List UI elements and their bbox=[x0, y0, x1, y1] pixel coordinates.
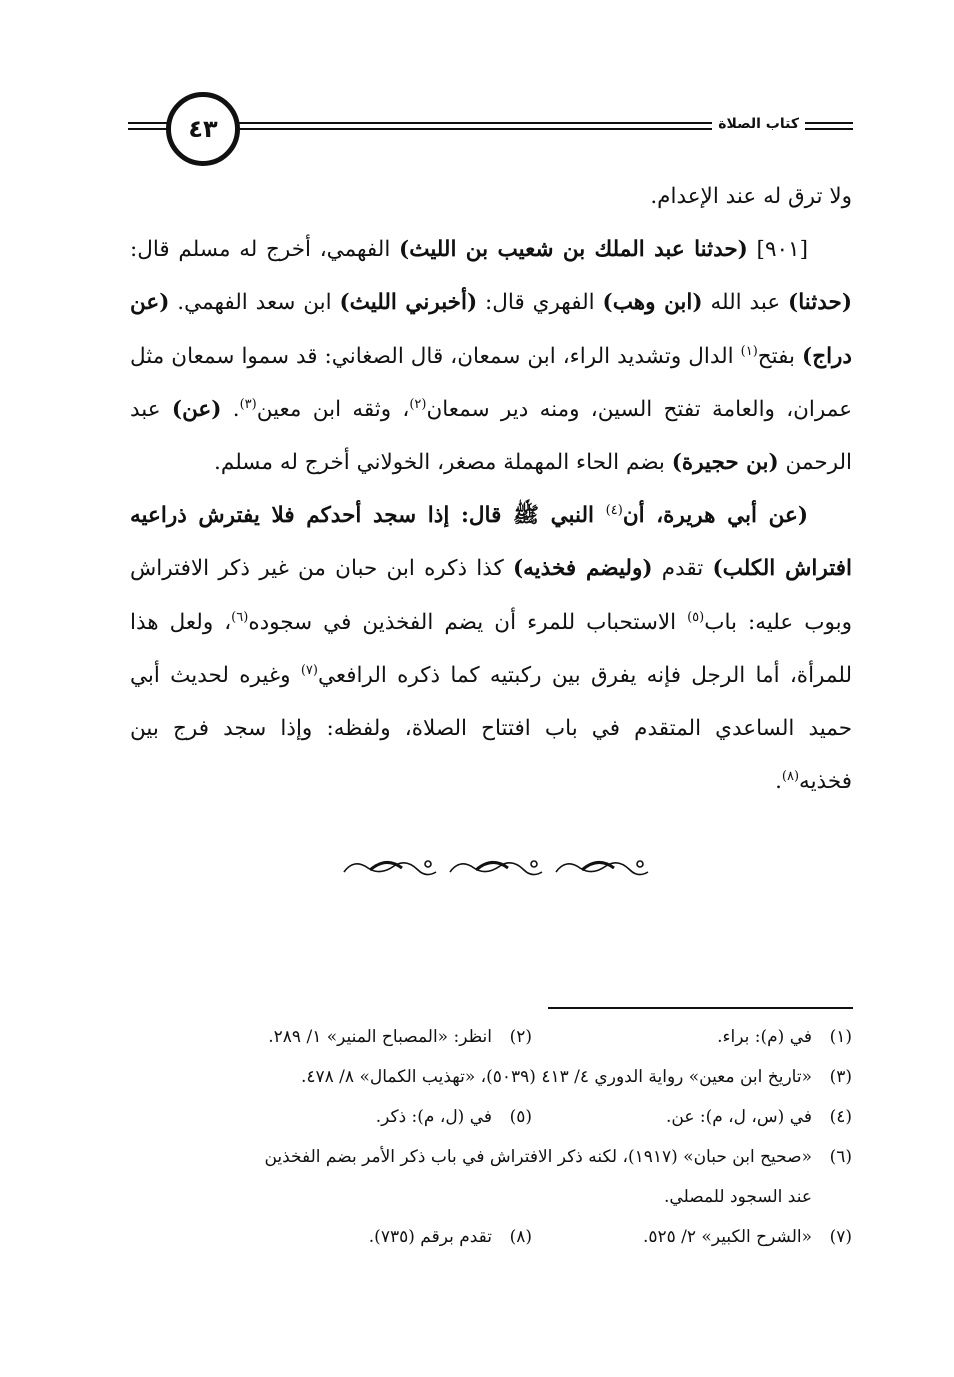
footnote-ref-3[interactable]: (٣) bbox=[239, 396, 257, 412]
commentary-text: الفهري قال: bbox=[477, 290, 603, 316]
commentary-text: ، ولعل هذا للمرأة، أما الرجل فإنه يفرق بين ركبتيه كما ذكره الرافعي bbox=[130, 609, 852, 688]
footnote-text: في (س، ل، م): عن. bbox=[666, 1107, 812, 1127]
header-rule-left bbox=[128, 122, 168, 124]
footnote-number: (٢) bbox=[509, 1027, 532, 1047]
commentary-text: بفتح bbox=[757, 343, 803, 369]
footnote-row bbox=[130, 1217, 852, 1257]
footnote-text: «الشرح الكبير» ٢/ ٥٢٥. bbox=[642, 1227, 812, 1247]
footnote-ref-5[interactable]: (٥) bbox=[687, 609, 705, 625]
footnote-number: (٣) bbox=[829, 1067, 852, 1087]
commentary-text: بضم الحاء المهملة مصغر، الخولاني أخرج له مسلم. bbox=[214, 450, 672, 476]
footnote-text: «تاريخ ابن معين» رواية الدوري ٤/ ٤١٣ (٥٠٣٩)، «تهذيب الكمال» ٨/ ٤٧٨. bbox=[300, 1067, 812, 1087]
footnote-row bbox=[130, 1057, 852, 1097]
page-number: ٤٣ bbox=[166, 92, 240, 166]
ornament-motif-left bbox=[344, 861, 436, 875]
quoted-text: (أخبرني الليث) bbox=[339, 290, 478, 316]
paragraph-abu-hurayra bbox=[130, 489, 852, 808]
footnote-number: (٤) bbox=[829, 1107, 852, 1127]
commentary-text: عبد الرحمن bbox=[130, 396, 852, 476]
footnotes bbox=[130, 1017, 852, 1257]
footnote-text: تقدم برقم (٧٣٥). bbox=[368, 1227, 492, 1247]
footnote-number: (٥) bbox=[509, 1107, 532, 1127]
page-header bbox=[128, 92, 853, 182]
quoted-text: (حدثنا عبد الملك بن شعيب بن الليث) bbox=[399, 237, 748, 263]
footnote-3 bbox=[301, 1057, 852, 1097]
commentary-text: . bbox=[775, 769, 782, 795]
quoted-text: (عن دراج) bbox=[130, 290, 852, 369]
paragraph-hadith-901 bbox=[130, 223, 852, 489]
quoted-text: (حدثنا) bbox=[788, 290, 852, 316]
footnote-separator bbox=[548, 1007, 853, 1009]
footnote-row bbox=[130, 1137, 852, 1177]
footnote-text: في (ل، م): ذكر. bbox=[375, 1107, 492, 1127]
footnote-row bbox=[130, 1017, 852, 1057]
commentary-text: وغيره لحديث أبي حميد الساعدي المتقدم في باب افتتاح الصلاة، ولفظه: وإذا سجد فرج بين فخذيه bbox=[130, 662, 852, 795]
quoted-text: (وليضم فخذيه) bbox=[512, 556, 653, 582]
footnote-continuation bbox=[130, 1177, 852, 1217]
footnote-8 bbox=[369, 1217, 532, 1257]
commentary-text: الاستحباب للمرء أن يضم الفخذين في سجوده bbox=[248, 609, 688, 635]
footnote-2 bbox=[268, 1017, 532, 1057]
footnote-text: «صحيح ابن حبان» (١٩١٧)، لكنه ذكر الافتراش في باب ذكر الأمر بضم الفخذين bbox=[264, 1147, 812, 1167]
quoted-text: (ابن وهب) bbox=[602, 290, 703, 316]
ornament-motif-right bbox=[556, 861, 648, 875]
footnote-number: (٧) bbox=[829, 1227, 852, 1247]
quoted-text: (بن حجيرة) bbox=[671, 450, 779, 476]
footnote-ref-2[interactable]: (٢) bbox=[409, 396, 427, 412]
quoted-text: النبي ﷺ قال: إذا سجد أحدكم فلا يفترش ذراعيه افتراش الكلب) bbox=[130, 503, 852, 582]
commentary-text: ابن سعد الفهمي. bbox=[169, 290, 340, 316]
footnote-7 bbox=[532, 1217, 852, 1257]
footnote-ref-1[interactable]: (١) bbox=[740, 343, 758, 359]
commentary-text: . bbox=[221, 396, 240, 422]
section-ornament bbox=[340, 850, 652, 886]
footnote-ref-6[interactable]: (٦) bbox=[231, 609, 249, 625]
footnote-ref-8[interactable]: (٨) bbox=[781, 769, 800, 785]
footnote-number: (٨) bbox=[509, 1227, 532, 1247]
quoted-text: (عن) bbox=[171, 396, 222, 422]
paragraph-intro: ولا ترق له عند الإعدام. bbox=[650, 184, 852, 209]
footnote-ref-7[interactable]: (٧) bbox=[300, 662, 318, 678]
footnote-text: في (م): براء. bbox=[717, 1027, 812, 1047]
footnote-text: عند السجود للمصلي. bbox=[664, 1187, 812, 1207]
footnote-ref-4[interactable]: (٤) bbox=[605, 503, 623, 519]
footnote-number: (١) bbox=[829, 1027, 852, 1047]
ornament-motif-middle bbox=[450, 861, 542, 875]
running-head: كتاب الصلاة bbox=[712, 116, 805, 132]
footnote-4 bbox=[532, 1097, 852, 1137]
commentary-text: تقدم bbox=[652, 556, 713, 582]
hadith-number: [٩٠١] bbox=[747, 237, 808, 263]
commentary-text: الدال وتشديد الراء، ابن سمعان، قال الصغاني: قد سموا سمعان مثل عمران، والعامة تفتح السين، ومنه دير سمعان bbox=[130, 343, 853, 422]
footnote-1 bbox=[532, 1017, 852, 1057]
footnote-number: (٦) bbox=[829, 1147, 852, 1167]
footnote-5 bbox=[376, 1097, 532, 1137]
main-text bbox=[130, 170, 852, 808]
header-rule-left-2 bbox=[128, 128, 168, 130]
quoted-text: (عن أبي هريرة، أن bbox=[622, 503, 808, 529]
commentary-text: ، وثقه ابن معين bbox=[256, 396, 410, 422]
footnote-6 bbox=[264, 1137, 852, 1177]
commentary-text: عبد الله bbox=[702, 290, 789, 316]
footnote-row bbox=[130, 1097, 852, 1137]
commentary-text: الفهمي، أخرج له مسلم قال: bbox=[130, 237, 400, 263]
footnote-text: انظر: «المصباح المنير» ١/ ٢٨٩. bbox=[268, 1027, 492, 1047]
commentary-text: كذا ذكره ابن حبان من غير ذكر الافتراش وبوب عليه: باب bbox=[130, 556, 852, 635]
